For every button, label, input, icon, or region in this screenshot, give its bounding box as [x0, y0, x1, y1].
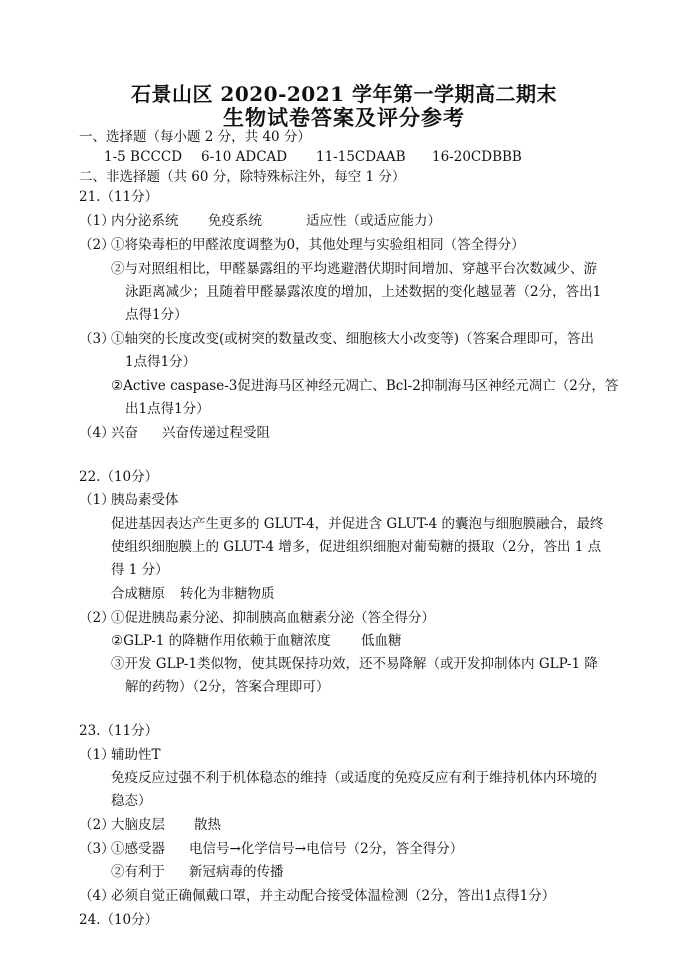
q21-part2-answer-a: ①将染毒柜的甲醛浓度调整为0，其他处理与实验组相同（答全得分） — [111, 237, 525, 253]
page-title-line1: 石景山区 2020-2021 学年第一学期高二期末 — [130, 82, 558, 106]
choice-answers-6-10: 6-10 ADCAD — [201, 149, 288, 165]
q21-part4-label: （4） — [79, 425, 115, 441]
q22-part1-answer-b-line1: 促进基因表达产生更多的 GLUT-4，并促进含 GLUT-4 的囊泡与细胞膜融合，最终 — [111, 516, 604, 532]
q21-part2-answer-b-line3: 点得1分） — [125, 307, 188, 323]
q23-part3-answer-a: ①感受器 — [111, 841, 165, 857]
section1-heading: 一、选择题（每小题 2 分，共 40 分） — [79, 129, 311, 145]
choice-answers-1-5: 1-5 BCCCD — [104, 149, 183, 165]
q21-part4-answer-a: 兴奋 — [111, 425, 138, 441]
q23-part2-answer-a: 大脑皮层 — [111, 817, 165, 833]
q21-part3-answer-a-line1: ①轴突的长度改变(或树突的数量改变、细胞核大小改变等)（答案合理即可，答出 — [111, 331, 595, 347]
q23-part3-answer-d: 新冠病毒的传播 — [189, 864, 284, 880]
q23-part2-answer-b: 散热 — [194, 817, 221, 833]
page-title-line2: 生物试卷答案及评分参考 — [223, 105, 465, 130]
q22-part2-answer-a: ①促进胰岛素分泌、抑制胰高血糖素分泌（答全得分） — [111, 610, 435, 626]
q22-part2-answer-c: 低血糖 — [361, 633, 402, 649]
q21-part2-answer-b-line2: 泳距离减少；且随着甲醛暴露浓度的增加，上述数据的变化越显著（2分，答出1 — [125, 284, 602, 300]
q24-heading: 24.（10分） — [79, 912, 159, 928]
q21-part2-answer-b-line1: ②与对照组相比，甲醛暴露组的平均逃避潜伏期时间增加、穿越平台次数减少、游 — [111, 261, 597, 277]
q22-part1-answer-d: 转化为非糖物质 — [180, 586, 275, 602]
q22-part1-answer-b-line3: 得 1 分） — [111, 562, 169, 578]
q21-part3-answer-b-line1: ②Active caspase-3促进海马区神经元凋亡、Bcl-2抑制海马区神经元凋亡（2分，答 — [111, 378, 619, 394]
q22-part1-label: （1） — [79, 492, 115, 508]
q23-part3-answer-b: 电信号→化学信号→电信号（2分，答全得分） — [189, 841, 464, 857]
q21-part3-label: （3） — [79, 331, 115, 347]
q23-part4-label: （4） — [79, 888, 115, 904]
q23-part3-answer-c: ②有利于 — [111, 864, 165, 880]
q22-part1-answer-c: 合成糖原 — [111, 586, 165, 602]
q22-part2-answer-d-line2: 解的药物）（2分，答案合理即可） — [125, 679, 330, 695]
q22-heading: 22.（10分） — [79, 469, 159, 485]
q23-part1-label: （1） — [79, 747, 115, 763]
choice-answers-11-15: 11-15CDAAB — [316, 149, 406, 165]
q23-heading: 23.（11分） — [79, 723, 159, 739]
choice-answers-16-20: 16-20CDBBB — [432, 149, 522, 165]
q21-part3-answer-a-line2: 1点得1分） — [125, 354, 197, 370]
q21-part4-answer-b: 兴奋传递过程受阻 — [162, 425, 270, 441]
section2-heading: 二、非选择题（共 60 分，除特殊标注外，每空 1 分） — [79, 169, 406, 185]
q23-part2-label: （2） — [79, 817, 115, 833]
q23-part4-answer: 必须自觉正确佩戴口罩，并主动配合接受体温检测（2分，答出1点得1分） — [111, 888, 556, 904]
q23-part1-answer-b-line1: 免疫反应过强不利于机体稳态的维持（或适度的免疫反应有利于维持机体内环境的 — [111, 770, 597, 786]
q23-part1-answer-a: 辅助性T — [111, 747, 161, 763]
q22-part1-answer-b-line2: 使组织细胞膜上的 GLUT-4 增多，促进组织细胞对葡萄糖的摄取（2分，答出 1 点 — [111, 539, 602, 555]
q22-part1-answer-a: 胰岛素受体 — [111, 492, 179, 508]
q21-part1-answer-c: 适应性（或适应能力） — [306, 213, 441, 229]
q22-part2-answer-d-line1: ③开发 GLP-1类似物，使其既保持功效，还不易降解（或开发抑制体内 GLP-1 降 — [111, 656, 598, 672]
q22-part2-answer-b: ②GLP-1 的降糖作用依赖于血糖浓度 — [111, 633, 331, 649]
q21-part1-answer-b: 免疫系统 — [208, 213, 262, 229]
q23-part1-answer-b-line2: 稳态） — [111, 793, 152, 809]
q21-part3-answer-b-line2: 出1点得1分） — [125, 401, 210, 417]
q21-heading: 21.（11分） — [79, 189, 159, 205]
q23-part3-label: （3） — [79, 841, 115, 857]
q21-part2-label: （2） — [79, 237, 115, 253]
q21-part1-label: （1） — [79, 213, 115, 229]
q21-part1-answer-a: 内分泌系统 — [111, 213, 179, 229]
q22-part2-label: （2） — [79, 610, 115, 626]
